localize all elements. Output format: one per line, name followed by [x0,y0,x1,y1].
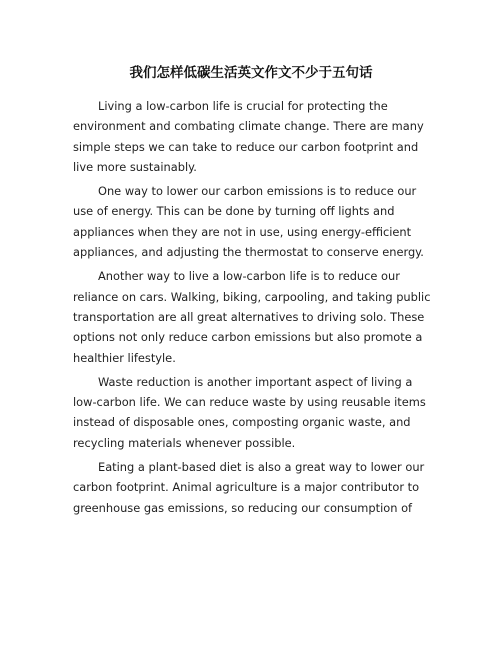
document-body [73,96,433,522]
paragraph-4: Waste reduction is another important aspect of living a low-carbon life. We can reduce waste by using reusable items instead of disposable ones, composting organic waste, and recycling materials whenever possible. [73,374,426,450]
paragraph-2: One way to lower our carbon emissions is to reduce our use of energy. This can be done by turning off lights and appliances when they are not in use, using energy-efficient appliances, and adjusting the thermostat to conserve energy. [73,184,424,260]
paragraph-5: Eating a plant-based diet is also a great way to lower our carbon footprint. Animal agriculture is a major contributor to greenhouse gas emissions, so reducing our consumption of [73,460,425,515]
document-title: 我们怎样低碳生活英文作文不少于五句话 [129,65,373,81]
paragraph-3: Another way to live a low-carbon life is to reduce our reliance on cars. Walking, biking, carpooling, and taking public transportation are all great alternatives to driving solo. These options not only reduce carbon emissions but also promote a healthier lifestyle. [73,269,431,365]
paragraph-1: Living a low-carbon life is crucial for protecting the environment and combating climate change. There are many simple steps we can take to reduce our carbon footprint and live more sustainably. [73,99,424,174]
